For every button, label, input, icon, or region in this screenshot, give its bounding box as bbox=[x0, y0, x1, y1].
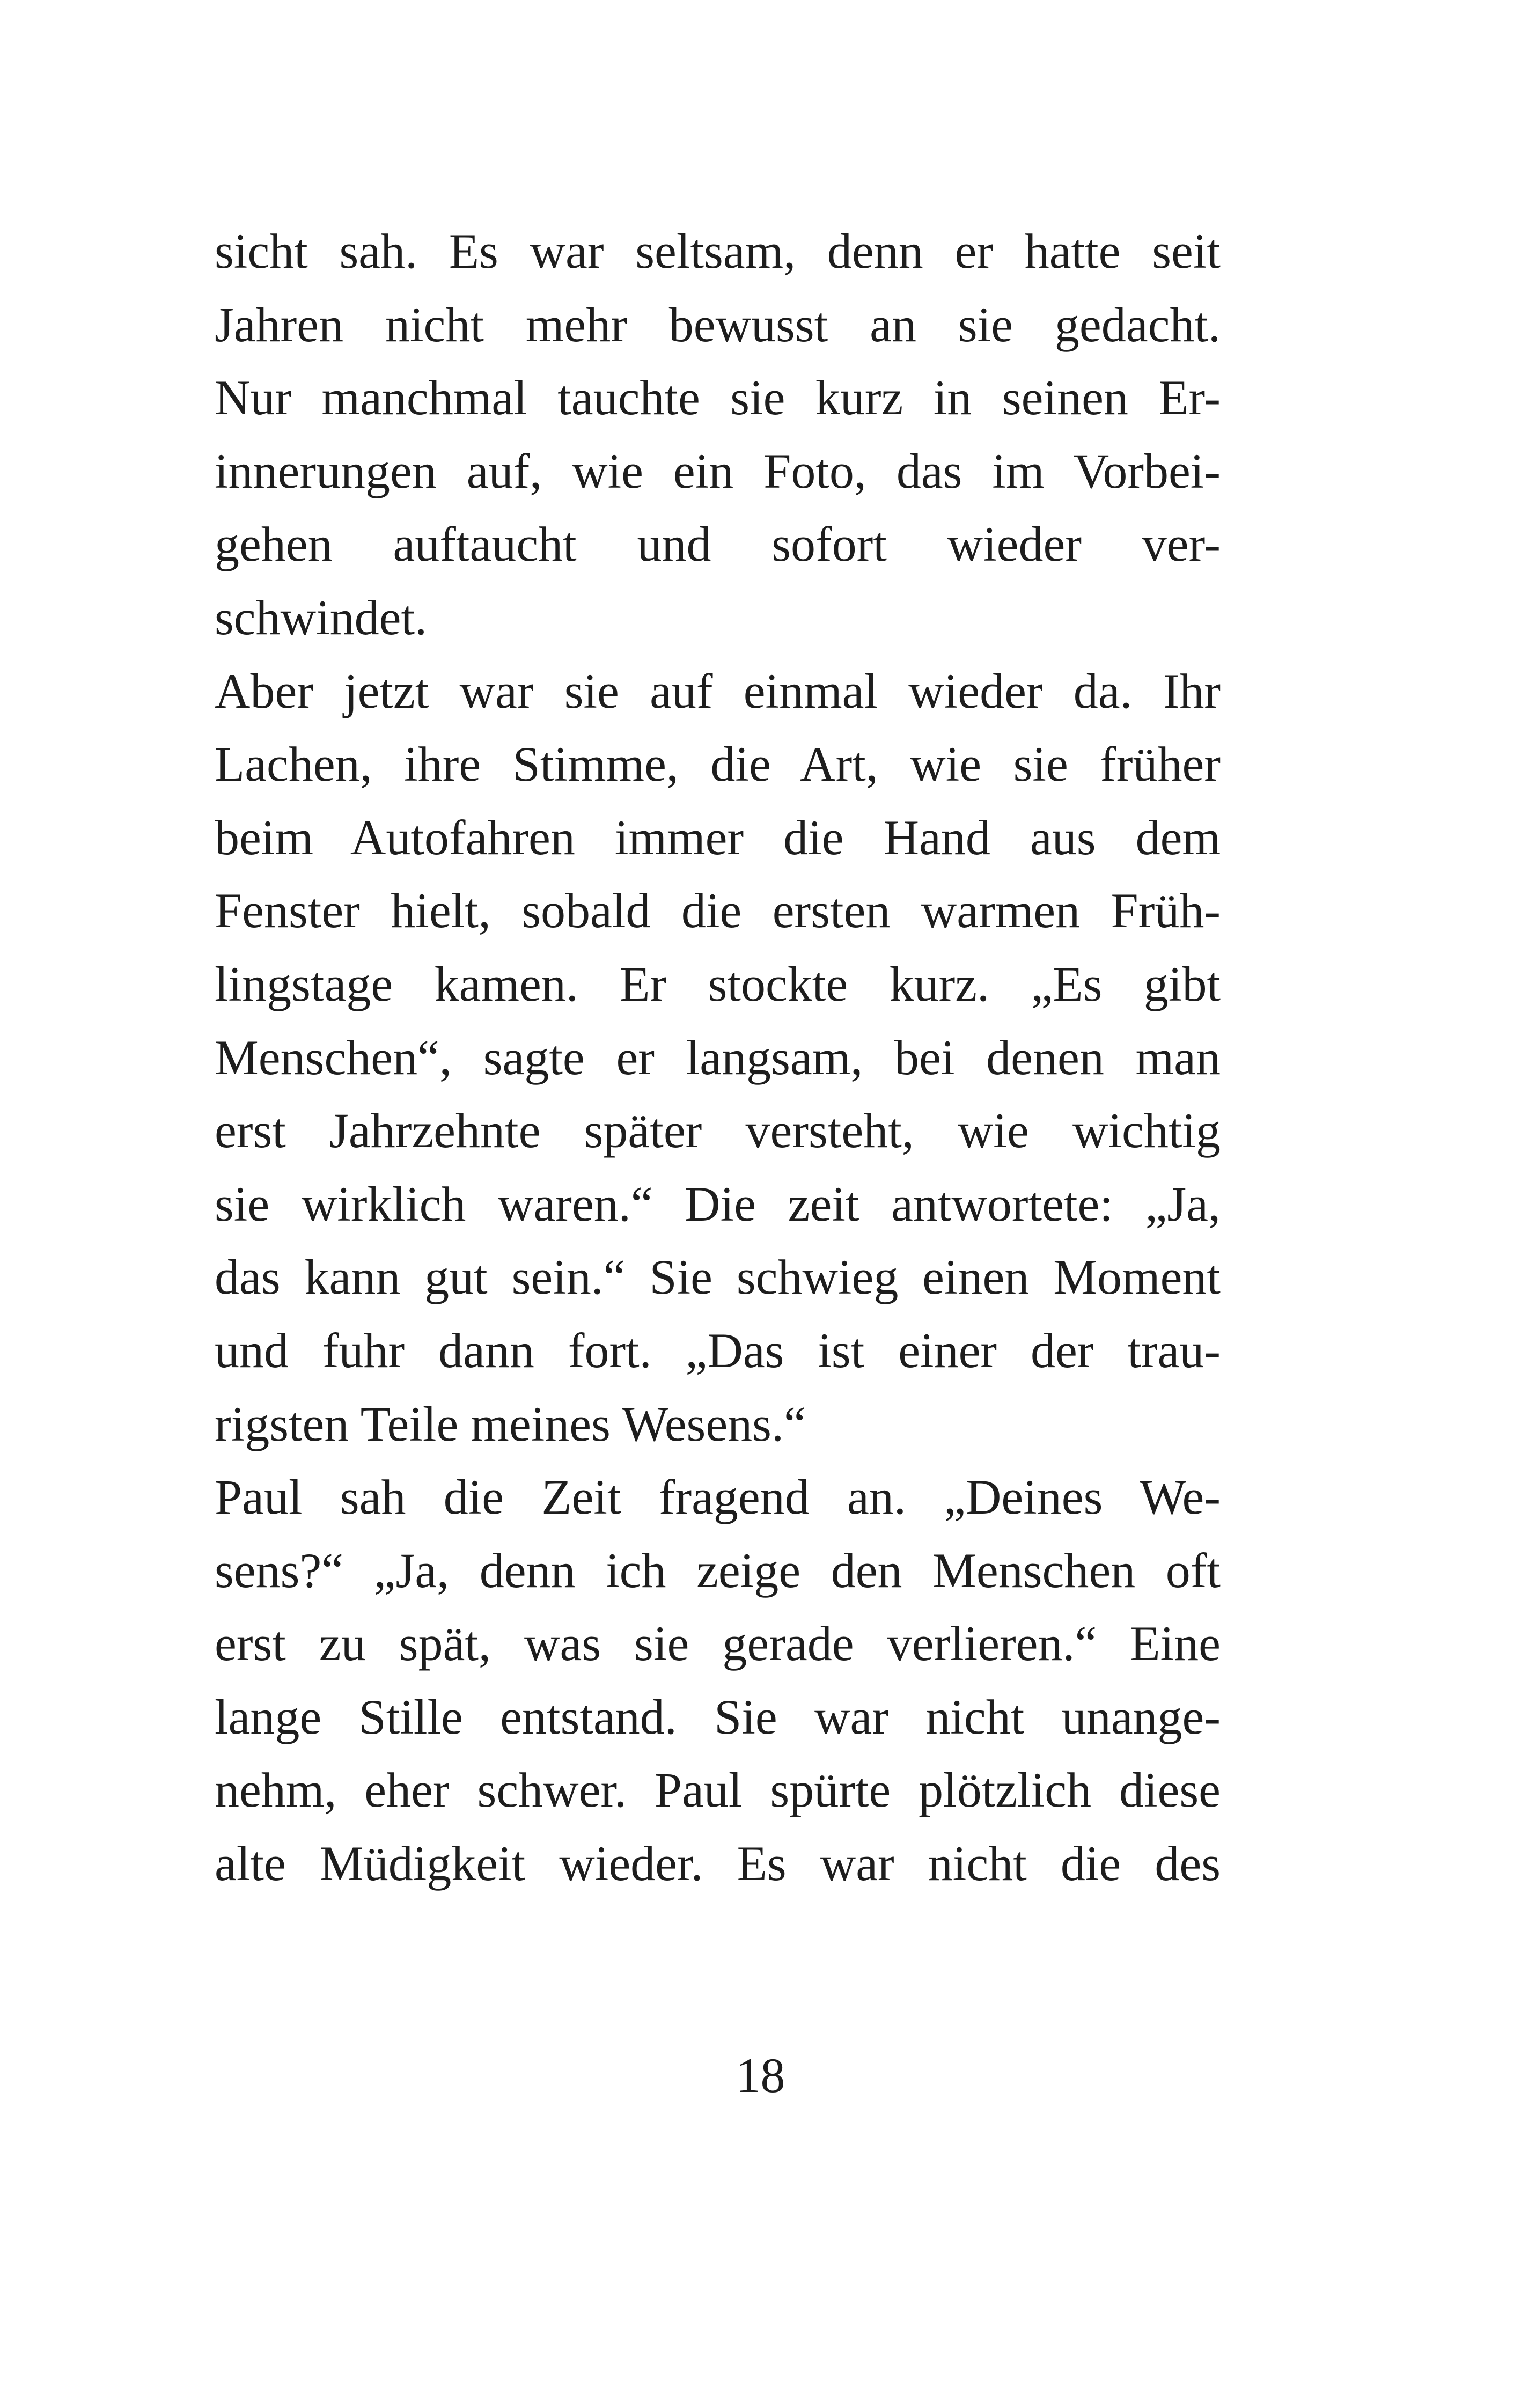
text-line: erst zu spät, was sie gerade verlieren.“ Eine bbox=[215, 1616, 1221, 1671]
paragraph-1 bbox=[215, 215, 1221, 655]
text-line: das kann gut sein.“ Sie schwieg einen Moment bbox=[215, 1250, 1221, 1305]
text-line: erst Jahrzehnte später versteht, wie wichtig bbox=[215, 1103, 1221, 1158]
text-line: nehm, eher schwer. Paul spürte plötzlich diese bbox=[215, 1763, 1221, 1818]
page-number: 18 bbox=[736, 2048, 785, 2103]
text-line: Paul sah die Zeit fragend an. „Deines We- bbox=[215, 1470, 1221, 1525]
paragraph-2 bbox=[215, 655, 1221, 1461]
text-line: sens?“ „Ja, denn ich zeige den Menschen oft bbox=[215, 1543, 1221, 1598]
text-line: beim Autofahren immer die Hand aus dem bbox=[215, 810, 1221, 865]
text-line: Jahren nicht mehr bewusst an sie gedacht. bbox=[215, 297, 1221, 352]
text-line: innerungen auf, wie ein Foto, das im Vorbei- bbox=[215, 443, 1221, 498]
text-line: Aber jetzt war sie auf einmal wieder da. Ihr bbox=[215, 663, 1221, 718]
text-line: alte Müdigkeit wieder. Es war nicht die des bbox=[215, 1836, 1221, 1891]
text-line: rigsten Teile meines Wesens.“ bbox=[215, 1396, 806, 1451]
text-line: schwindet. bbox=[215, 590, 428, 645]
text-line: gehen auftaucht und sofort wieder ver- bbox=[215, 517, 1221, 572]
text-line: Lachen, ihre Stimme, die Art, wie sie früher bbox=[215, 737, 1221, 792]
text-line: Nur manchmal tauchte sie kurz in seinen Er- bbox=[215, 370, 1221, 425]
text-line: Menschen“, sagte er langsam, bei denen man bbox=[215, 1030, 1221, 1085]
text-line: lingstage kamen. Er stockte kurz. „Es gibt bbox=[215, 956, 1221, 1011]
text-line: sie wirklich waren.“ Die zeit antwortete: „Ja, bbox=[215, 1176, 1221, 1231]
paragraph-3 bbox=[215, 1460, 1221, 1900]
body-text bbox=[215, 215, 1221, 1900]
text-line: sicht sah. Es war seltsam, denn er hatte seit bbox=[215, 224, 1221, 278]
text-line: Fenster hielt, sobald die ersten warmen Früh- bbox=[215, 883, 1221, 938]
text-line: lange Stille entstand. Sie war nicht unange- bbox=[215, 1689, 1221, 1744]
text-line: und fuhr dann fort. „Das ist einer der trau- bbox=[215, 1323, 1221, 1378]
